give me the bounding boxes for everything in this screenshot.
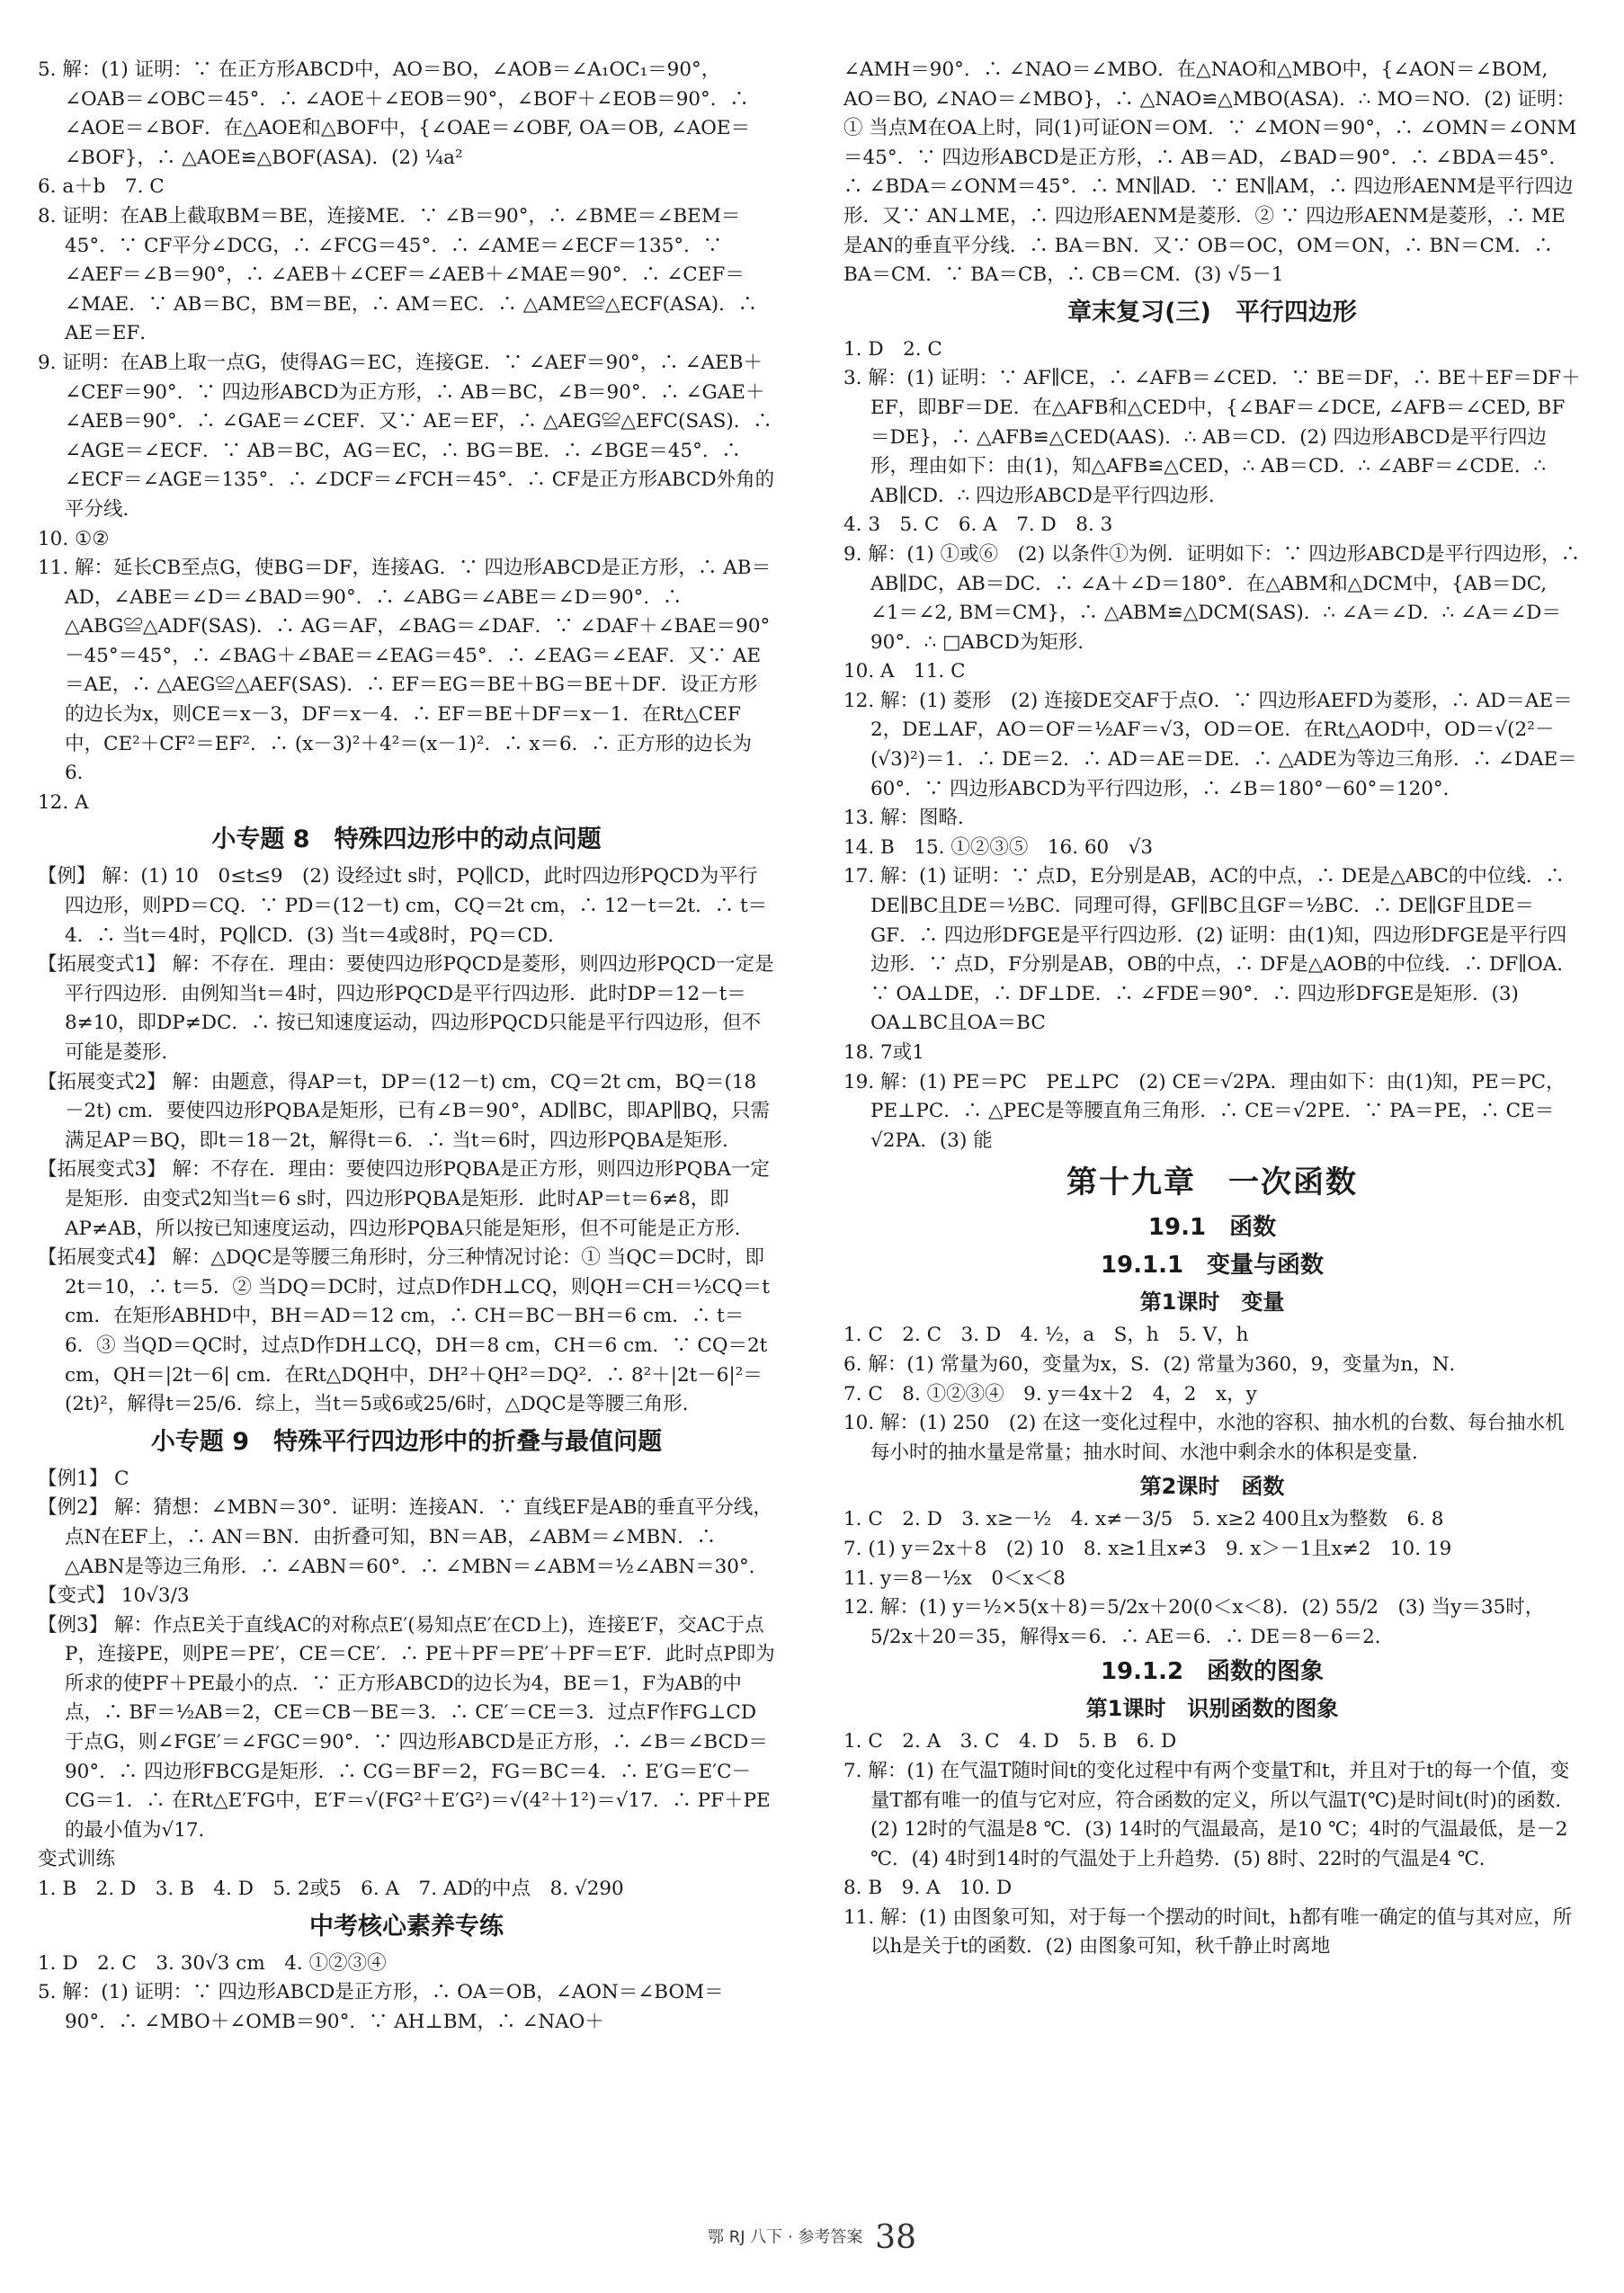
page-number: 38 xyxy=(875,2219,916,2256)
subsection-heading: 19.1.1 变量与函数 xyxy=(1100,1252,1325,1280)
answer-item: 11. 解：延长CB至点G，使BG＝DF，连接AG．∵ 四边形ABCD是正方形，∴ AB＝AD，∠ABE＝∠D＝∠BAD＝90°．∴ ∠ABG＝∠ABE＝∠D＝90°．∴ △ABG≌△ADF(SAS)．∴ AG＝AF，∠BAG＝∠DAF．∵ ∠DAF＋∠BAE＝90°－45°＝45°，∴ ∠BAG＋∠BAE＝∠EAG＝45°．∴ ∠EAG＝∠EAF．又∵ AE＝AE，∴ △AEG≌△AEF(SAS)．∴ EF＝EG＝BE＋BG＝BE＋DF．设正方形的边长为x，则CE＝x－3，DF＝x－4．∴ EF＝BE＋DF＝x－1．在Rt△CEF中，CE²＋CF²＝EF²．∴ (x－3)²＋4²＝(x－1)²．∴ x＝6．∴ 正方形的边长为6． xyxy=(38,557,772,785)
answer-line: 1. C 2. A 3. C 4. D 5. B 6. D xyxy=(843,1730,1177,1753)
footer-label: 鄂 RJ 八下 · 参考答案 xyxy=(708,2227,863,2247)
answer-item: 【变式】 10√3/3 xyxy=(38,1584,190,1608)
section-heading: 章末复习(三) 平行四边形 xyxy=(1067,298,1357,326)
answer-item: 【例2】 解：猜想：∠MBN＝30°．证明：连接AN．∵ 直线EF是AB的垂直平分线，点N在EF上，∴ AN＝BN．由折叠可知，BN＝AB，∠ABM＝∠MBN．∴ △ABN是等边三角形．∴ ∠ABN＝60°．∴ ∠MBN＝∠ABM＝½∠ABN＝30°． xyxy=(38,1496,772,1578)
answer-item: 9. 证明：在AB上取一点G，使得AG＝EC，连接GE．∵ ∠AEF＝90°，∴ ∠AEB＋∠CEF＝90°．∵ 四边形ABCD为正方形，∴ AB＝BC，∠B＝90°．∴ ∠GAE＋∠AEB＝90°．∴ ∠GAE＝∠CEF．又∵ AE＝EF，∴ △AEG≌△EFC(SAS)．∴ ∠AGE＝∠ECF．∵ AB＝BC，AG＝EC，∴ BG＝BE．∴ ∠BGE＝45°．∴ ∠ECF＝∠AGE＝135°．∴ ∠DCF＝∠FCH＝45°．∴ CF是正方形ABCD外角的平分线． xyxy=(38,351,775,521)
answer-item: 【例1】 C xyxy=(38,1467,129,1490)
answer-item: 【拓展变式4】 解：△DQC是等腰三角形时，分三种情况讨论：① 当QC＝DC时，即2t＝10，∴ t＝5．② 当DQ＝DC时，过点D作DH⊥CQ，则QH＝CH＝½CQ＝t cm．在矩形ABHD中，BH＝AD＝12 cm，∴ CH＝BC－BH＝6 cm．∴ t＝6．③ 当QD＝QC时，过点D作DH⊥CQ，DH＝8 cm，CH＝6 cm．∵ CQ＝2t cm，QH＝|2t－6| cm．在Rt△DQH中，DH²＋QH²＝DQ²．∴ 8²＋|2t－6|²＝(2t)²，解得t＝25/6．综上，当t＝5或6或25/6时，△DQC是等腰三角形． xyxy=(38,1246,770,1416)
answer-item: 7. C 8. ①②③④ 9. y＝4x＋2 4，2 x，y xyxy=(843,1382,1257,1405)
answer-item: 4. 3 5. C 6. A 7. D 8. 3 xyxy=(843,513,1113,537)
section-heading: 小专题 8 特殊四边形中的动点问题 xyxy=(211,825,602,854)
answer-item: 6. a＋b 7. C xyxy=(38,175,165,199)
answer-line: 1. C 2. C 3. D 4. ½，a S，h 5. V，h xyxy=(843,1324,1249,1347)
answer-item: 12. 解：(1) y＝½×5(x＋8)＝5/2x＋20(0＜x＜8)．(2) 55/2 (3) 当y＝35时，5/2x＋20＝35，解得x＝6．∴ AE＝6．∴ DE＝8－6＝2． xyxy=(843,1596,1545,1648)
answer-item: 14. B 15. ①②③⑤ 16. 60 √3 xyxy=(843,835,1154,859)
answer-item: 12. A xyxy=(38,790,89,814)
answer-line: 7. (1) y＝2x＋8 (2) 10 8. x≥1且x≠3 9. x＞－1且x≠2 10. 19 xyxy=(843,1537,1452,1560)
answer-item: 5. 解：(1) 证明：∵ 四边形ABCD是正方形，∴ OA＝OB，∠AON＝∠BOM＝90°．∴ ∠MBO＋∠OMB＝90°．∵ AH⊥BM，∴ ∠NAO＋ xyxy=(38,1981,724,2033)
answer-item: 13. 解：图略． xyxy=(843,807,977,830)
answer-line: 1. C 2. D 3. x≥－½ 4. x≠－3/5 5. x≥2 400且x为整数 6. 8 xyxy=(843,1508,1444,1531)
answer-item: 【拓展变式2】 解：由题意，得AP＝t，DP＝(12－t) cm，CQ＝2t cm，BQ＝(18－2t) cm．要使四边形PQBA是矩形，已有∠B＝90°，AD∥BC，即AP∥BQ，只需满足AP＝BQ，即t＝18－2t，解得t＝6．∴ 当t＝6时，四边形PQBA是矩形． xyxy=(38,1070,771,1152)
answer-item: 10. ①② xyxy=(38,527,110,550)
answer-item: 17. 解：(1) 证明：∵ 点D，E分别是AB，AC的中点，∴ DE是△ABC的中位线．∴ DE∥BC且DE＝½BC．同理可得，GF∥BC且GF＝½BC．∴ DE∥GF且DE＝GF．∴ 四边形DFGE是平行四边形．(2) 证明：由(1)知，四边形DFGE是平行四边形．∵ 点D，F分别是AB，OB的中点，∴ DF是△AOB的中位线．∴ DF∥OA．∵ OA⊥DE，∴ DF⊥DE．∴ ∠FDE＝90°．∴ 四边形DFGE是矩形．(3) OA⊥BC且OA＝BC xyxy=(843,865,1576,1035)
answer-item: 3. 解：(1) 证明：∵ AF∥CE，∴ ∠AFB＝∠CED．∵ BE＝DF，∴ BE＋EF＝DF＋EF，即BF＝DE．在△AFB和△CED中，{∠BAF＝∠DCE, ∠AFB＝∠CED, BF＝DE}，∴ △AFB≌△CED(AAS)．∴ AB＝CD．(2) 四边形ABCD是平行四边形，理由如下：由(1)，知△AFB≌△CED，∴ AB＝CD．∴ ∠ABF＝∠CDE．∴ AB∥CD．∴ 四边形ABCD是平行四边形． xyxy=(843,367,1581,507)
answer-item: 19. 解：(1) PE＝PC PE⊥PC (2) CE＝√2PA．理由如下：由(1)知，PE＝PC，PE⊥PC．∴ △PEC是等腰直角三角形．∴ CE＝√2PE．∵ PA＝PE，∴ CE＝√2PA．(3) 能 xyxy=(843,1070,1566,1152)
answer-item: 10. A 11. C xyxy=(843,660,966,683)
right-column xyxy=(843,56,1581,1962)
answer-item: 12. 解：(1) 菱形 (2) 连接DE交AF于点O．∵ 四边形AEFD为菱形，∴ AD＝AE＝2，DE⊥AF，AO＝OF＝½AF＝√3，OD＝OE．在Rt△AOD中，OD＝√(2²－(√3)²)＝1．∴ DE＝2．∴ AD＝AE＝DE．∴ △ADE为等边三角形．∴ ∠DAE＝60°．∵ 四边形ABCD为平行四边形，∴ ∠B＝180°－60°＝120°． xyxy=(843,689,1577,800)
answer-line: 变式训练 xyxy=(38,1848,116,1871)
answer-item: 【拓展变式1】 解：不存在．理由：要使四边形PQCD是菱形，则四边形PQCD一定是平行四边形．由例知当t＝4时，四边形PQCD是平行四边形．此时DP＝12－t＝8≠10，即DP≠DC．∴ 按已知速度运动，四边形PQCD只能是平行四边形，但不可能是菱形． xyxy=(38,953,774,1064)
lesson-heading: 第1课时 变量 xyxy=(1139,1289,1285,1316)
answer-line: ∠AMH＝90°．∴ ∠NAO＝∠MBO．在△NAO和△MBO中，{∠AON＝∠BOM, AO＝BO, ∠NAO＝∠MBO}，∴ △NAO≌△MBO(ASA)．∴ MO＝NO．(2) 证明：① 当点M在OA上时，同(1)可证ON＝OM．∵ ∠MON＝90°，∴ ∠OMN＝∠ONM＝45°．∵ 四边形ABCD是正方形，∴ AB＝AD，∠BAD＝90°．∴ ∠BDA＝45°．∴ ∠BDA＝∠ONM＝45°．∴ MN∥AD．∵ EN∥AM，∴ 四边形AENM是平行四边形．又∵ AN⊥ME，∴ 四边形AENM是菱形．② ∵ 四边形AENM是菱形，∴ ME是AN的垂直平分线．∴ BA＝BN．又∵ OB＝OC，OM＝ON，∴ BN＝CM．∴ BA＝CM．∵ BA＝CB，∴ CB＝CM．(3) √5－1 xyxy=(843,58,1577,287)
subsection-heading: 19.1.2 函数的图象 xyxy=(1100,1658,1325,1686)
answer-item: 10. 解：(1) 250 (2) 在这一变化过程中，水池的容积、抽水机的台数、每台抽水机每小时的抽水量是常量；抽水时间、水池中剩余水的体积是变量． xyxy=(843,1412,1565,1464)
answer-item: 9. 解：(1) ①或⑥ (2) 以条件①为例．证明如下：∵ 四边形ABCD是平行四边形，∴ AB∥DC，AB＝DC．∴ ∠A＋∠D＝180°．在△ABM和△DCM中，{AB＝DC, ∠1＝∠2, BM＝CM}，∴ △ABM≌△DCM(SAS)．∴ ∠A＝∠D．∴ ∠A＝∠D＝90°．∴ □ABCD为矩形． xyxy=(843,542,1581,654)
subsection-heading: 19.1 函数 xyxy=(1147,1214,1277,1242)
answer-item: 5. 解：(1) 证明：∵ 在正方形ABCD中，AO＝BO，∠AOB＝∠A₁OC₁＝90°，∠OAB＝∠OBC＝45°．∴ ∠AOE＋∠EOB＝90°，∠BOF＋∠EOB＝90°．∴ ∠AOE＝∠BOF．在△AOE和△BOF中，{∠OAE＝∠OBF, OA＝OB, ∠AOE＝∠BOF}，∴ △AOE≌△BOF(ASA)．(2) ¼a² xyxy=(38,58,751,169)
answer-item: 6. 解：(1) 常量为60，变量为x，S．(2) 常量为360，9，变量为n，N． xyxy=(843,1352,1469,1376)
answer-line: 11. y＝8－½x 0＜x＜8 xyxy=(843,1566,1066,1590)
answer-item: 11. 解：(1) 由图象可知，对于每一个摆动的时间t，h都有唯一确定的值与其对应，所以h是关于t的函数．(2) 由图象可知，秋千静止时离地 xyxy=(843,1905,1573,1958)
section-heading: 中考核心素养专练 xyxy=(309,1912,504,1941)
answer-item: 【例】 解：(1) 10 0≤t≤9 (2) 设经过t s时，PQ∥CD，此时四边形PQCD为平行四边形，则PD＝CQ．∵ PD＝(12－t) cm，CQ＝2t cm，∴ 12－t＝2t．∴ t＝4．∴ 当t＝4时，PQ∥CD．(3) 当t＝4或8时，PQ＝CD． xyxy=(38,865,768,947)
answer-item: 8. 证明：在AB上截取BM＝BE，连接ME．∵ ∠B＝90°，∴ ∠BME＝∠BEM＝45°．∵ CF平分∠DCG，∴ ∠FCG＝45°．∴ ∠AME＝∠ECF＝135°．∵ ∠AEF＝∠B＝90°，∴ ∠AEB＋∠CEF＝∠AEB＋∠MAE＝90°．∴ ∠CEF＝∠MAE．∵ AB＝BC，BM＝BE，∴ AM＝EC．∴ △AME≌△ECF(ASA)．∴ AE＝EF． xyxy=(38,204,758,345)
page-footer xyxy=(0,2219,1624,2256)
answer-item: 【例3】 解：作点E关于直线AC的对称点E′(易知点E′在CD上)，连接E′F，交AC于点P，连接PE，则PE＝PE′，CE＝CE′．∴ PE＋PF＝PE′＋PF＝E′F．此时点P即为所求的使PF＋PE最小的点．∵ 正方形ABCD的边长为4，BE＝1，F为AB的中点，∴ BF＝½AB＝2，CE＝CB－BE＝3．∴ CE′＝CE＝3．过点F作FG⊥CD于点G，则∠FGE′＝∠FGC＝90°．∵ 四边形ABCD是正方形，∴ ∠B＝∠BCD＝90°．∴ 四边形FBCG是矩形．∴ CG＝BF＝2，FG＝BC＝4．∴ E′G＝E′C－CG＝1．∴ 在Rt△E′FG中，E′F＝√(FG²＋E′G²)＝√(4²＋1²)＝√17．∴ PF＋PE的最小值为√17． xyxy=(38,1613,775,1842)
answer-item: 1. D 2. C xyxy=(843,337,942,361)
lesson-heading: 第1课时 识别函数的图象 xyxy=(1085,1696,1339,1722)
section-heading: 小专题 9 特殊平行四边形中的折叠与最值问题 xyxy=(150,1427,663,1456)
chapter-heading: 第十九章 一次函数 xyxy=(1066,1164,1358,1201)
left-column xyxy=(38,56,775,2037)
answer-item: 18. 7或1 xyxy=(843,1041,924,1064)
answer-item: 7. 解：(1) 在气温T随时间t的变化过程中有两个变量T和t，并且对于t的每一个值，变量T都有唯一的值与它对应，符合函数的定义，所以气温T(℃)是时间t(时)的函数．(2) 12时的气温是8 ℃．(3) 14时的气温最高，是10 ℃；4时的气温最低，是－2 ℃．(4) 4时到14时的气温处于上升趋势．(5) 8时、22时的气温是4 ℃． xyxy=(843,1759,1575,1870)
answer-item: 【拓展变式3】 解：不存在．理由：要使四边形PQBA是正方形，则四边形PQBA一定是矩形．由变式2知当t＝6 s时，四边形PQBA是矩形．此时AP＝t＝6≠8，即AP≠AB，所以按已知速度运动，四边形PQBA只能是矩形，但不可能是正方形． xyxy=(38,1158,770,1240)
answer-line: 1. D 2. C 3. 30√3 cm 4. ①②③④ xyxy=(38,1951,387,1975)
answer-item: 8. B 9. A 10. D xyxy=(843,1877,1013,1900)
lesson-heading: 第2课时 函数 xyxy=(1139,1474,1285,1500)
answer-line: 1. B 2. D 3. B 4. D 5. 2或5 6. A 7. AD的中点 8. √290 xyxy=(38,1878,624,1901)
